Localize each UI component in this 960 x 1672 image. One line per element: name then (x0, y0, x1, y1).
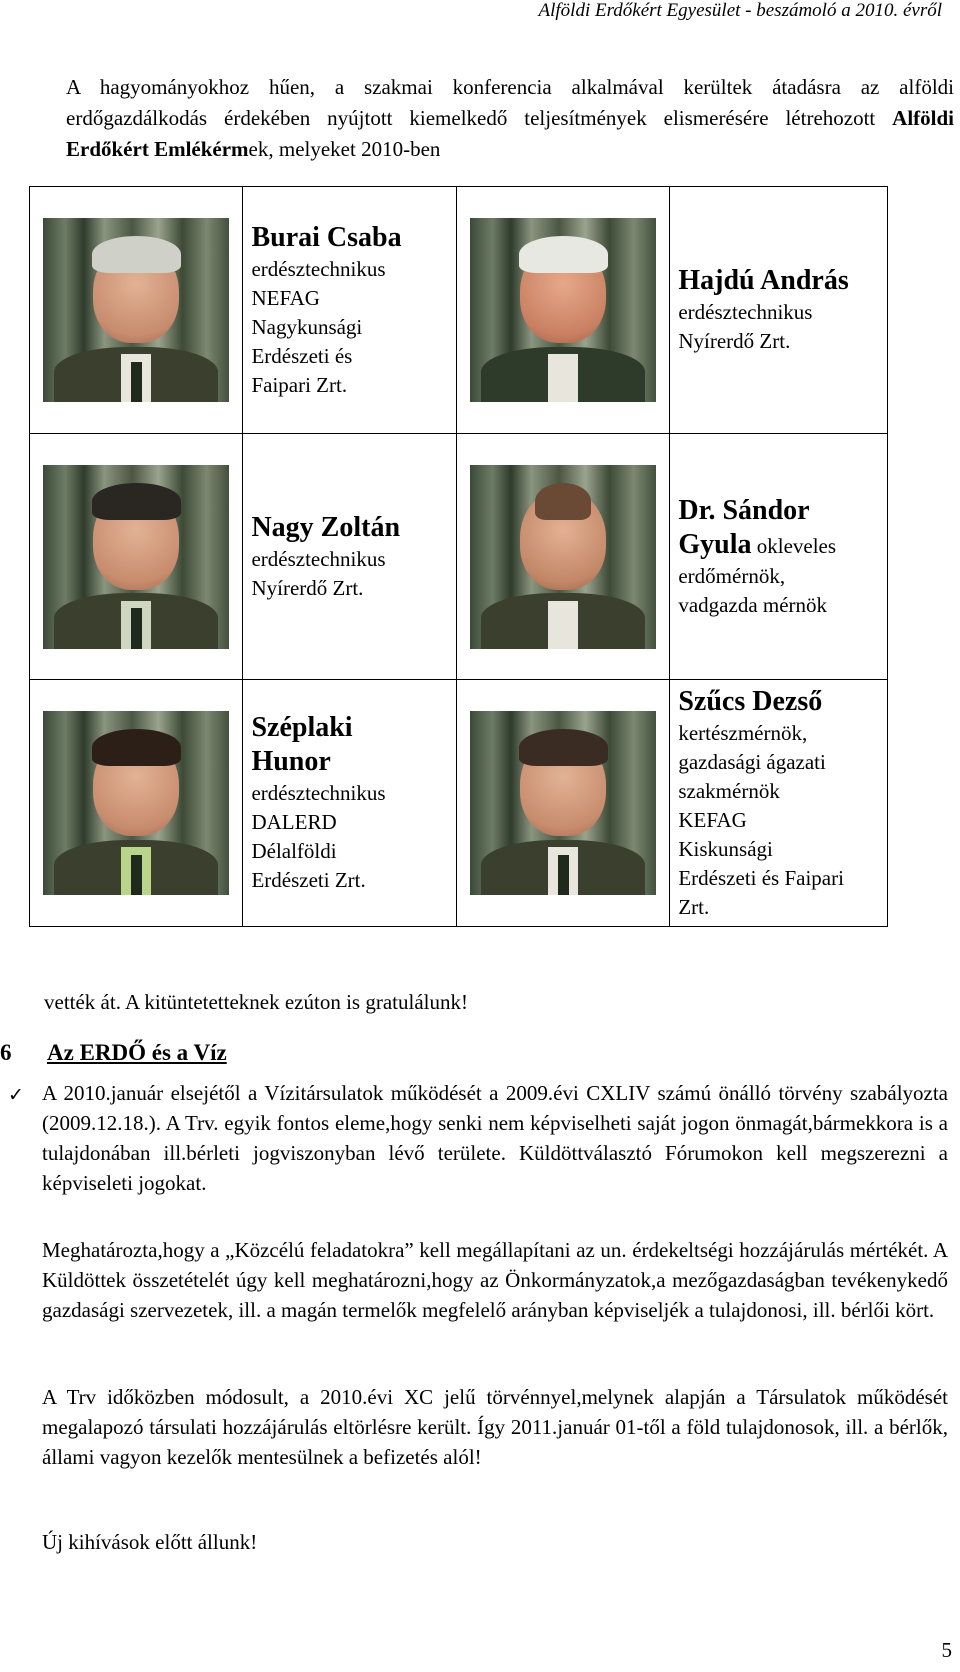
intro-text-end: ek, melyeket 2010-ben (248, 137, 441, 161)
photo-cell (30, 434, 243, 680)
portrait-photo (470, 711, 656, 895)
awardee-name-role: Gyula okleveles (678, 528, 837, 560)
photo-cell (456, 187, 669, 434)
awardee-name: Széplaki (251, 712, 353, 743)
intro-emphasis: Alföldi Erdőkért Emlékérm (66, 106, 954, 161)
photo-cell (456, 680, 669, 927)
paragraph-1: A 2010.január elsejétől a Vízitársulatok működését a 2009.évi CXLIV számú önálló törvény szabályozta (2009.12.18.). A Trv. egyik fontos eleme,hogy senki nem képviselheti saját jogon önmagát,bármekkora is a tulajdonában ill.bérleti jogviszonyban lévő területe. Küldöttválasztó Fórumokon kell megszerezni a képviseleti jogokat. (42, 1081, 948, 1195)
awardee-role: erdésztechnikus Nyírerdő Zrt. (678, 300, 813, 353)
checkmark-icon: ✓ (8, 1084, 24, 1106)
portrait-photo (43, 711, 229, 895)
portrait-photo (43, 465, 229, 649)
portrait-photo (43, 218, 229, 402)
awardee-info (243, 187, 456, 434)
awardee-info (243, 680, 456, 927)
awardee-role: erdésztechnikus NEFAG Nagykunsági Erdészeti és Faipari Zrt. (251, 256, 386, 397)
section-number: 6 (0, 1040, 12, 1065)
portrait-photo (470, 465, 656, 649)
awardee-info (670, 680, 888, 927)
photo-cell (30, 187, 243, 434)
awardee-name: Hajdú András (678, 265, 849, 296)
awardee-name: Hunor (251, 746, 331, 777)
photo-cell (456, 434, 669, 680)
intro-text: A hagyományokhoz hűen, a szakmai konferencia alkalmával kerültek átadásra az alföldi erdőgazdálkodás érdekében nyújtott kiemelkedő teljesítmények elismerésére létrehozott (66, 75, 954, 130)
awardee-role: erdésztechnikus DALERD Délalföldi Erdészeti Zrt. (251, 781, 386, 892)
awardee-role: kertészmérnök, gazdasági ágazati szakmérnök KEFAG Kiskunsági Erdészeti és Faipari Zrt. (678, 720, 844, 919)
intro-paragraph (66, 72, 954, 165)
portrait-photo (470, 218, 656, 402)
awardee-role: erdőmérnök, vadgazda mérnök (678, 563, 828, 617)
page-number: 5 (941, 1638, 952, 1662)
photo-cell (30, 680, 243, 927)
after-table-text: vették át. A kitüntetetteknek ezúton is gratulálunk! (44, 990, 468, 1014)
awardee-role: erdésztechnikus Nyírerdő Zrt. (251, 546, 386, 600)
paragraph-3: A Trv időközben módosult, a 2010.évi XC jelű törvénnyel,melynek alapján a Társulatok működését megalapozó társulati hozzájárulás eltörlésre került. Így 2011.január 01-től a föld tulajdonosok, ill. a bérlők, állami vagyon kezelők mentesülnek a befizetés alól! (42, 1385, 948, 1469)
awardees-table (29, 186, 888, 927)
running-header: Alföldi Erdőkért Egyesület - beszámoló a 2010. évről (538, 0, 942, 21)
awardee-info (670, 434, 888, 680)
awardee-name: Szűcs Dezső (678, 685, 823, 717)
paragraph-4: Új kihívások előtt állunk! (42, 1530, 258, 1554)
awardee-info (243, 434, 456, 680)
awardee-name: Dr. Sándor (678, 494, 810, 526)
awardee-name: Nagy Zoltán (251, 511, 401, 543)
awardee-name: Burai Csaba (251, 221, 402, 253)
awardee-info (670, 187, 888, 434)
paragraph-2: Meghatározta,hogy a „Közcélú feladatokra” kell megállapítani az un. érdekeltségi hozzájárulás mértékét. A Küldöttek összetételét úgy kell meghatározni,hogy az Önkormányzatok,a mezőgazdaságban tevékenykedő gazdasági szervezetek, ill. a magán termelők megfelelő arányban képviseljék a tulajdonosi, ill. bérlői kört. (42, 1238, 948, 1322)
section-title: Az ERDŐ és a Víz (47, 1040, 227, 1065)
